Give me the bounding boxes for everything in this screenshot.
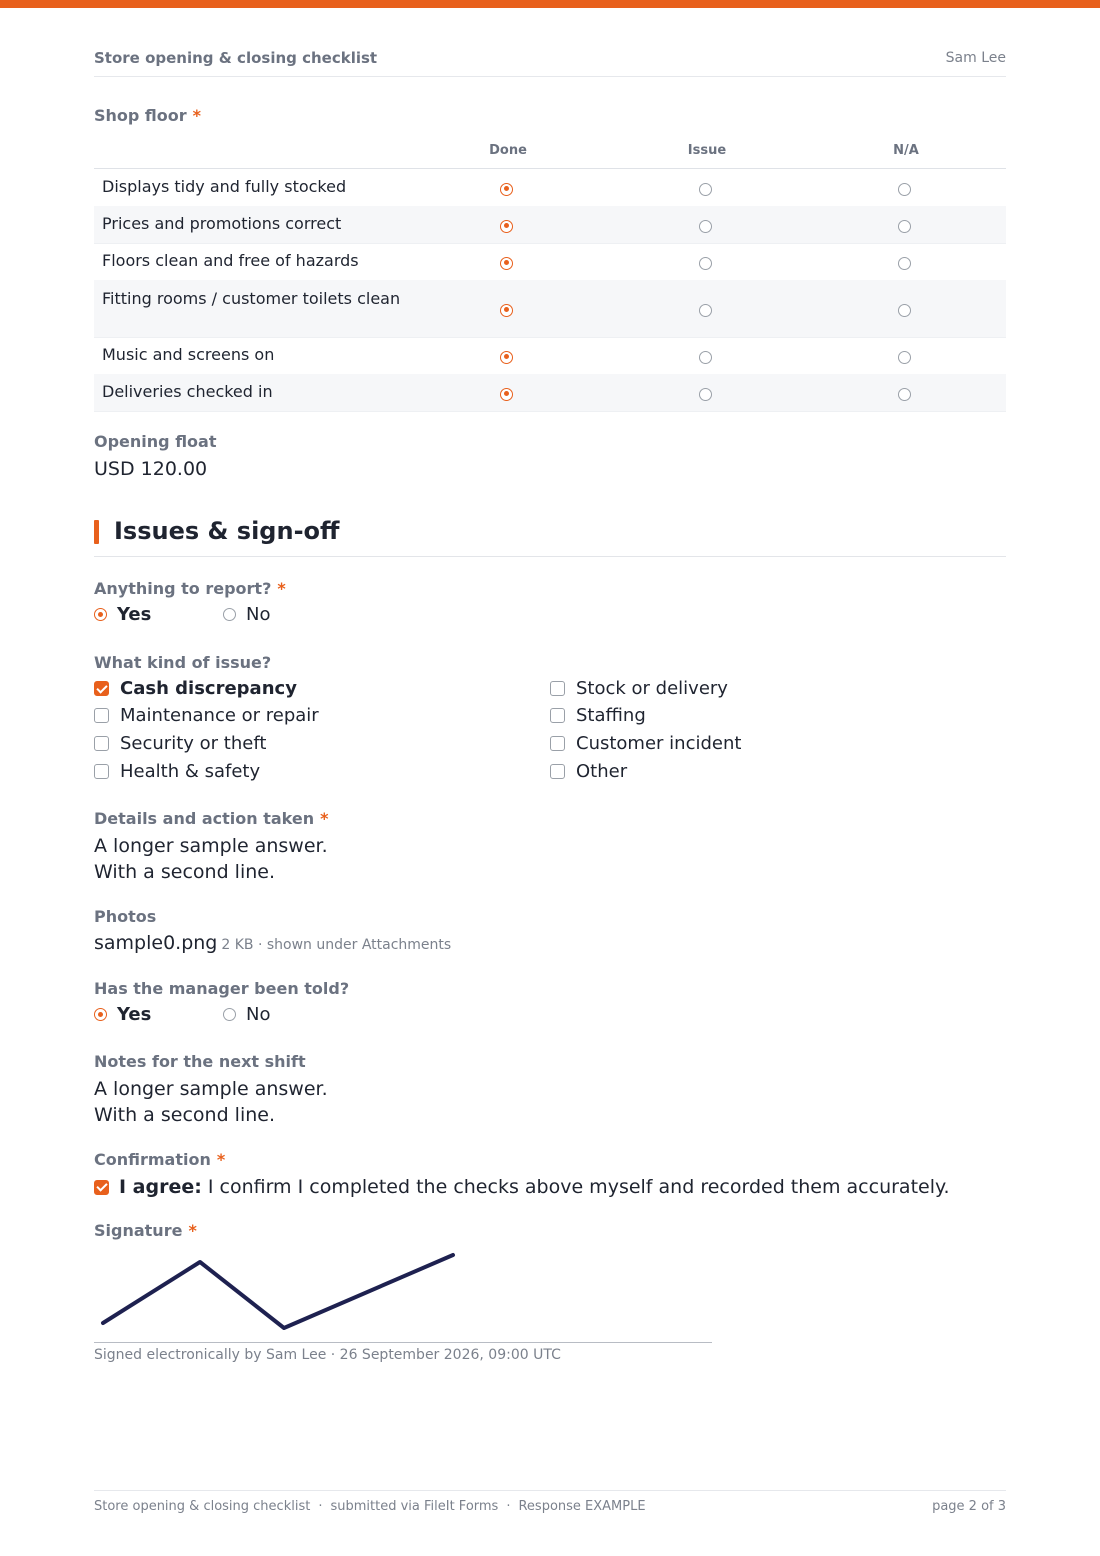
radio-unselected-icon bbox=[898, 351, 911, 364]
matrix-row-label: Displays tidy and fully stocked bbox=[102, 177, 347, 196]
matrix-radio-na[interactable] bbox=[898, 218, 914, 234]
accent-top-bar bbox=[0, 0, 1100, 8]
matrix-row-label: Deliveries checked in bbox=[102, 382, 273, 401]
footer-response-id: Response EXAMPLE bbox=[518, 1499, 646, 1514]
radio-unselected-icon bbox=[223, 608, 236, 621]
matrix-radio-issue[interactable] bbox=[699, 181, 715, 197]
radio-unselected-icon bbox=[699, 257, 712, 270]
signature-label: Signature * bbox=[94, 1221, 197, 1240]
matrix-radio-na[interactable] bbox=[898, 302, 914, 318]
matrix-row bbox=[94, 337, 1006, 375]
shop-floor-label: Shop floor * bbox=[94, 106, 202, 125]
radio-selected-icon bbox=[500, 351, 513, 364]
radio-unselected-icon bbox=[898, 304, 911, 317]
details-line-1: A longer sample answer. bbox=[94, 835, 328, 857]
issue-option-health-safety[interactable] bbox=[94, 761, 260, 782]
issue-option-staffing[interactable] bbox=[550, 705, 646, 726]
matrix-row-label: Fitting rooms / customer toilets clean bbox=[102, 289, 401, 308]
confirmation-text: I confirm I completed the checks above myself and recorded them accurately. bbox=[207, 1176, 950, 1198]
checkbox-unchecked-icon bbox=[94, 736, 109, 751]
issue-option-label: Maintenance or repair bbox=[120, 705, 319, 726]
opening-float-label: Opening float bbox=[94, 432, 217, 451]
agree-label: I agree: bbox=[119, 1176, 202, 1198]
required-marker: * bbox=[188, 1221, 197, 1240]
matrix-row-label: Prices and promotions correct bbox=[102, 214, 342, 233]
page-header bbox=[94, 49, 1006, 77]
issue-option-other[interactable] bbox=[550, 761, 627, 782]
column-done: Done bbox=[489, 143, 527, 158]
radio-selected-icon bbox=[500, 220, 513, 233]
details-label: Details and action taken * bbox=[94, 809, 329, 828]
notes-label: Notes for the next shift bbox=[94, 1052, 306, 1071]
radio-unselected-icon bbox=[699, 220, 712, 233]
radio-unselected-icon bbox=[699, 304, 712, 317]
signature-pad bbox=[94, 1244, 712, 1343]
checkbox-unchecked-icon bbox=[550, 708, 565, 723]
photo-meta: 2 KB · shown under Attachments bbox=[221, 937, 452, 953]
issue-option-customer-incident[interactable] bbox=[550, 733, 741, 754]
required-marker: * bbox=[277, 579, 286, 598]
required-marker: * bbox=[192, 106, 202, 125]
matrix-radio-done[interactable] bbox=[500, 349, 516, 365]
manager-told-label: Has the manager been told? bbox=[94, 979, 350, 998]
confirmation-label: Confirmation * bbox=[94, 1150, 226, 1169]
radio-unselected-icon bbox=[898, 220, 911, 233]
required-marker: * bbox=[320, 809, 329, 828]
form-title: Store opening & closing checklist bbox=[94, 49, 378, 67]
signature-stroke bbox=[103, 1255, 453, 1328]
column-na: N/A bbox=[893, 143, 919, 158]
opening-float-value: USD 120.00 bbox=[94, 458, 208, 480]
matrix-row-label: Music and screens on bbox=[102, 345, 275, 364]
issue-option-label: Security or theft bbox=[120, 733, 267, 754]
radio-unselected-icon bbox=[699, 183, 712, 196]
matrix-radio-issue[interactable] bbox=[699, 218, 715, 234]
radio-selected-icon bbox=[500, 257, 513, 270]
photo-filename[interactable]: sample0.png bbox=[94, 932, 218, 954]
matrix-radio-na[interactable] bbox=[898, 349, 914, 365]
anything-to-report-label: Anything to report? * bbox=[94, 579, 286, 598]
matrix-radio-issue[interactable] bbox=[699, 302, 715, 318]
matrix-radio-done[interactable] bbox=[500, 302, 516, 318]
checkbox-unchecked-icon bbox=[550, 736, 565, 751]
details-line-2: With a second line. bbox=[94, 861, 275, 883]
issue-option-label: Other bbox=[576, 761, 628, 782]
matrix-radio-issue[interactable] bbox=[699, 349, 715, 365]
radio-selected-icon bbox=[500, 388, 513, 401]
issue-option-label: Stock or delivery bbox=[576, 678, 728, 699]
radio-unselected-icon bbox=[898, 257, 911, 270]
notes-line-1: A longer sample answer. bbox=[94, 1078, 328, 1100]
required-marker: * bbox=[216, 1150, 226, 1169]
signature-drawing bbox=[94, 1244, 712, 1342]
matrix-radio-done[interactable] bbox=[500, 255, 516, 271]
footer-info: Store opening & closing checklist · submitted via FileIt Forms · Response EXAMPLE bbox=[94, 1499, 646, 1514]
confirmation-checkbox[interactable] bbox=[94, 1176, 950, 1198]
page-number: page 2 of 3 bbox=[932, 1499, 1006, 1514]
checkbox-unchecked-icon bbox=[550, 764, 565, 779]
section-heading bbox=[94, 515, 1006, 557]
radio-unselected-icon bbox=[898, 388, 911, 401]
matrix-row bbox=[94, 280, 1006, 338]
radio-selected-icon bbox=[94, 608, 107, 621]
matrix-radio-issue[interactable] bbox=[699, 255, 715, 271]
page-footer bbox=[94, 1490, 1006, 1521]
issue-option-label: Staffing bbox=[576, 705, 646, 726]
issue-option-cash-discrepancy[interactable] bbox=[94, 678, 297, 699]
matrix-radio-na[interactable] bbox=[898, 386, 914, 402]
section-accent-bar bbox=[94, 520, 99, 544]
radio-unselected-icon bbox=[898, 183, 911, 196]
matrix-radio-issue[interactable] bbox=[699, 386, 715, 402]
matrix-header bbox=[94, 138, 1006, 169]
checkbox-unchecked-icon bbox=[94, 764, 109, 779]
issue-option-security-or-theft[interactable] bbox=[94, 733, 266, 754]
issue-option-label: Customer incident bbox=[576, 733, 742, 754]
section-title: Issues & sign-off bbox=[114, 517, 340, 545]
notes-answer bbox=[94, 1076, 328, 1128]
manager-option-no[interactable]: No bbox=[223, 1004, 270, 1025]
radio-unselected-icon bbox=[699, 351, 712, 364]
radio-selected-icon bbox=[500, 304, 513, 317]
matrix-row bbox=[94, 206, 1006, 244]
respondent-name: Sam Lee bbox=[945, 50, 1006, 66]
issue-kind-label: What kind of issue? bbox=[94, 653, 272, 672]
issue-option-label: Health & safety bbox=[120, 761, 261, 782]
matrix-row bbox=[94, 374, 1006, 412]
checkbox-unchecked-icon bbox=[550, 681, 565, 696]
matrix-row bbox=[94, 169, 1006, 207]
report-option-no[interactable]: No bbox=[223, 604, 270, 625]
checkbox-checked-icon bbox=[94, 1180, 109, 1195]
column-issue: Issue bbox=[687, 143, 727, 158]
radio-selected-icon bbox=[500, 183, 513, 196]
notes-line-2: With a second line. bbox=[94, 1104, 275, 1126]
matrix-radio-done[interactable] bbox=[500, 181, 516, 197]
report-option-yes[interactable]: Yes bbox=[94, 604, 151, 625]
radio-unselected-icon bbox=[699, 388, 712, 401]
signature-caption: Signed electronically by Sam Lee · 26 September 2026, 09:00 UTC bbox=[94, 1347, 561, 1363]
matrix-radio-na[interactable] bbox=[898, 181, 914, 197]
photo-attachment bbox=[94, 932, 451, 954]
matrix-radio-done[interactable] bbox=[500, 386, 516, 402]
footer-submitted-via: submitted via FileIt Forms bbox=[330, 1499, 499, 1514]
checkbox-unchecked-icon bbox=[94, 708, 109, 723]
manager-option-yes[interactable]: Yes bbox=[94, 1004, 151, 1025]
radio-unselected-icon bbox=[223, 1008, 236, 1021]
issue-option-maintenance-or-repair[interactable] bbox=[94, 705, 319, 726]
matrix-row-label: Floors clean and free of hazards bbox=[102, 251, 359, 270]
footer-form-title: Store opening & closing checklist bbox=[94, 1499, 311, 1514]
issue-option-label: Cash discrepancy bbox=[120, 678, 297, 699]
checkbox-checked-icon bbox=[94, 681, 109, 696]
issue-option-stock-or-delivery[interactable] bbox=[550, 678, 728, 699]
details-answer bbox=[94, 833, 328, 885]
matrix-radio-done[interactable] bbox=[500, 218, 516, 234]
radio-selected-icon bbox=[94, 1008, 107, 1021]
matrix-radio-na[interactable] bbox=[898, 255, 914, 271]
photos-label: Photos bbox=[94, 907, 157, 926]
matrix-row bbox=[94, 243, 1006, 281]
